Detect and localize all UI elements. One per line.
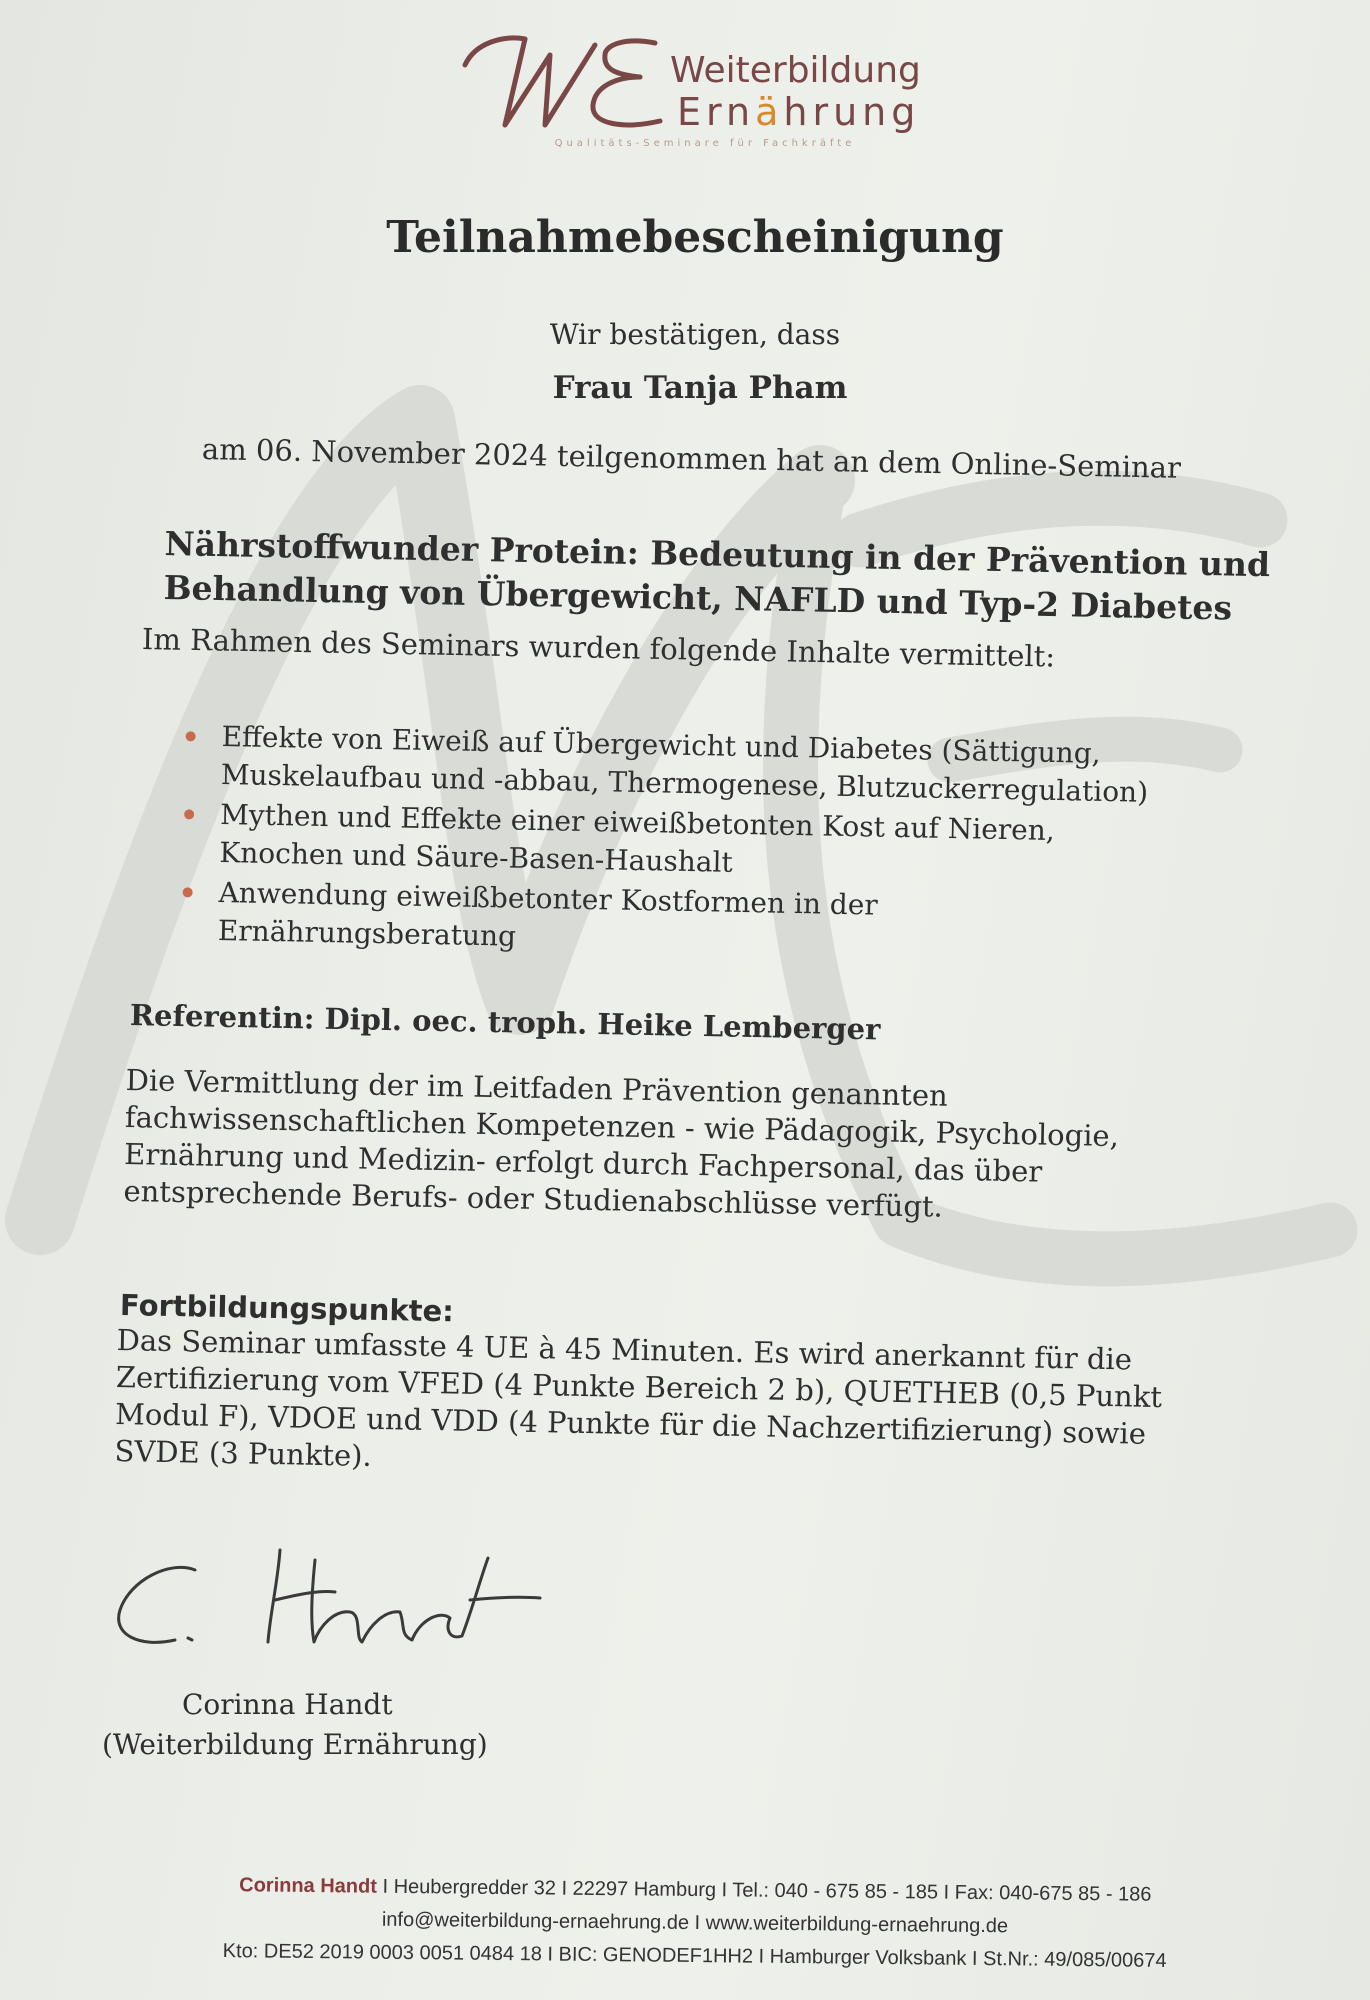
handwritten-signature xyxy=(100,1530,570,1660)
topic-list xyxy=(218,718,1222,971)
topic-text: Mythen und Effekte einer eiweißbetonten Kost auf Nieren, Knochen und Säure-Basen-Haushalt xyxy=(219,797,1056,879)
participant-name: Frau Tanja Pham xyxy=(552,370,848,406)
signer-name: Corinna Handt xyxy=(182,1688,393,1721)
topic-text: Anwendung eiweißbetonter Kostformen in der Ernährungsberatung xyxy=(217,875,879,953)
points-paragraph: Das Seminar umfasste 4 UE à 45 Minuten. Es wird anerkannt für die Zertifizierung vom VFED (4 Punkte Bereich 2 b), QUETHEB (0,5 Punkt Modul F), VDOE und VDD (4 Punkte für die Nachzertifizierung) sowie SVDE (3 Punkte). xyxy=(114,1322,1163,1473)
footer-line-bank: Kto: DE52 2019 0003 0051 0484 18 I BIC: GENODEF1HH2 I Hamburger Volksbank I St.Nr.: 49/085/00674 xyxy=(222,1940,1167,1972)
footer-contact xyxy=(0,1867,1370,1981)
logo-tagline: Qualitäts-Seminare für Fachkräfte xyxy=(554,138,856,149)
footer-name: Corinna Handt xyxy=(239,1874,378,1898)
logo-text-weiterbildung: Weiterbildung xyxy=(670,50,921,91)
footer-address: I Heubergredder 32 I 22297 Hamburg I Tel.: 040 - 675 85 - 185 I Fax: 040-675 85 - 186 xyxy=(376,1875,1152,1906)
signer-organization: (Weiterbildung Ernährung) xyxy=(102,1728,488,1761)
footer-line-web: info@weiterbildung-ernaehrung.de I www.weiterbildung-ernaehrung.de xyxy=(381,1908,1009,1938)
competence-paragraph: Die Vermittlung der im Leitfaden Prävention genannten fachwissenschaftlichen Kompetenzen - wie Pädagogik, Psychologie, Ernährung und Medizin- erfolgt durch Fachpersonal, das über entsprechende Berufs- oder Studienabschlüsse verfügt. xyxy=(123,1062,1120,1224)
we-monogram-logo xyxy=(455,25,680,145)
logo-text-start: Ern xyxy=(677,90,756,134)
speaker-line: Referentin: Dipl. oec. troph. Heike Lemberger xyxy=(129,998,881,1047)
content-intro: Im Rahmen des Seminars wurden folgende Inhalte vermittelt: xyxy=(141,622,1056,674)
points-heading: Fortbildungspunkte: xyxy=(119,1288,455,1329)
confirmation-text: Wir bestätigen, dass xyxy=(549,318,841,351)
orange-icon: ä xyxy=(755,90,784,134)
logo-text-ernaehrung xyxy=(677,90,920,134)
topic-text: Effekte von Eiweiß auf Übergewicht und Diabetes (Sättigung, Muskelaufbau und -abbau, Thermogenese, Blutzuckerregulation) xyxy=(220,719,1149,809)
seminar-title: Nährstoffwunder Protein: Bedeutung in der Prävention und Behandlung von Übergewicht, NAFLD und Typ-2 Diabetes xyxy=(163,523,1271,628)
logo-text-end: hrung xyxy=(783,90,921,134)
seminar-intro: am 06. November 2024 teilgenommen hat an dem Online-Seminar xyxy=(201,432,1182,485)
brand-logo xyxy=(455,20,955,170)
document-title: Teilnahmebescheinigung xyxy=(386,212,1004,263)
